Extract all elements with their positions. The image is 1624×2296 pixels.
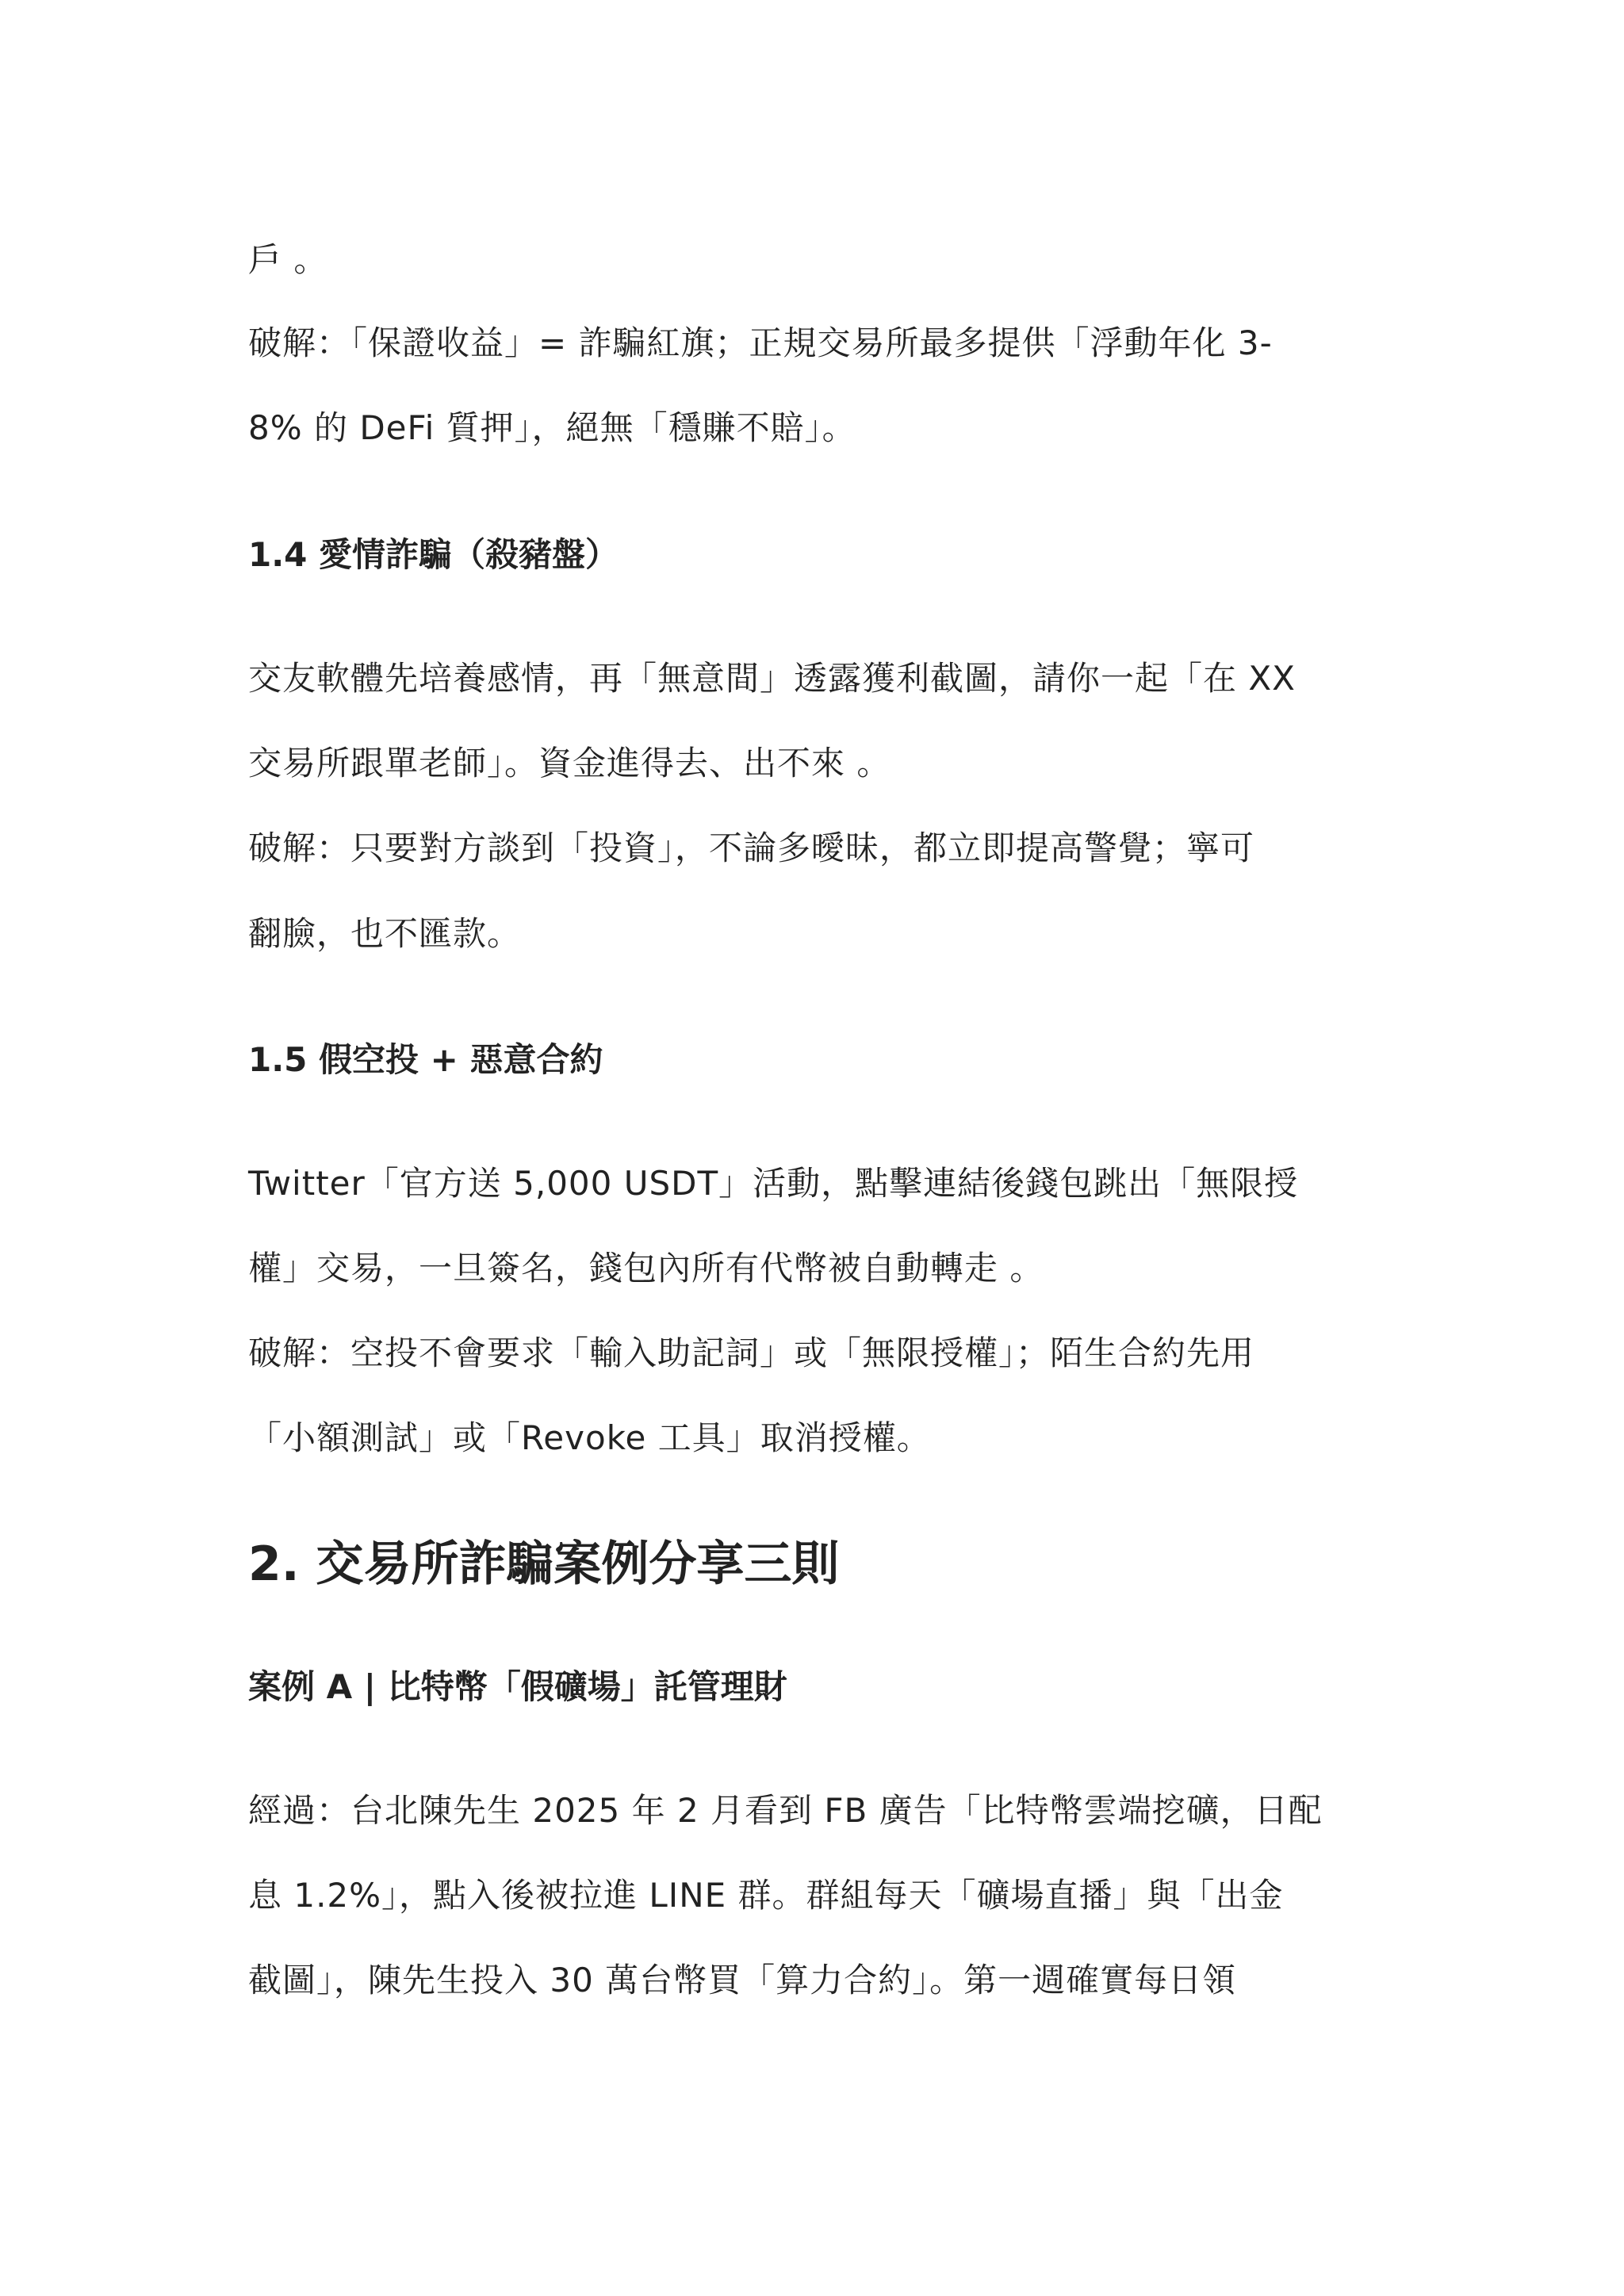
section-1-4-tip-line-1: 破解：只要對方談到「投資」，不論多曖昧，都立即提高警覺；寧可	[248, 828, 1255, 867]
section-1-3-tip-line-1: 破解：「保證收益」= 詐騙紅旗；正規交易所最多提供「浮動年化 3-	[248, 323, 1273, 362]
section-1-3-tail-line: 戶 。	[248, 240, 328, 279]
section-1-4-heading: 1.4 愛情詐騙（殺豬盤）	[248, 535, 619, 574]
case-a-para-line-3: 截圖」，陳先生投入 30 萬台幣買「算力合約」。第一週確實每日領	[248, 1961, 1237, 1999]
section-1-4-tip-line-2: 翻臉，也不匯款。	[248, 914, 522, 953]
section-1-5-heading: 1.5 假空投 + 惡意合約	[248, 1040, 603, 1079]
section-1-5-para-line-1: Twitter「官方送 5,000 USDT」活動，點擊連結後錢包跳出「無限授	[248, 1164, 1299, 1203]
case-a-para-line-1: 經過：台北陳先生 2025 年 2 月看到 FB 廣告「比特幣雲端挖礦，日配	[248, 1791, 1323, 1830]
section-1-5-para-line-2: 權」交易，一旦簽名，錢包內所有代幣被自動轉走 。	[248, 1249, 1044, 1288]
section-1-5-tip-line-2: 「小額測試」或「Revoke 工具」取消授權。	[248, 1418, 931, 1457]
section-1-4-para-line-1: 交友軟體先培養感情，再「無意間」透露獲利截圖，請你一起「在 XX	[248, 659, 1296, 698]
section-1-4-para-line-2: 交易所跟單老師」。資金進得去、出不來 。	[248, 744, 891, 783]
section-1-5-tip-line-1: 破解：空投不會要求「輸入助記詞」或「無限授權」；陌生合約先用	[248, 1334, 1255, 1372]
case-a-heading: 案例 A | 比特幣「假礦場」託管理財	[248, 1667, 787, 1706]
section-1-3-tip-line-2: 8% 的 DeFi 質押」，絕無「穩賺不賠」。	[248, 408, 856, 447]
section-2-heading: 2. 交易所詐騙案例分享三則	[248, 1536, 840, 1592]
case-a-para-line-2: 息 1.2%」，點入後被拉進 LINE 群。群組每天「礦場直播」與「出金	[248, 1876, 1284, 1915]
